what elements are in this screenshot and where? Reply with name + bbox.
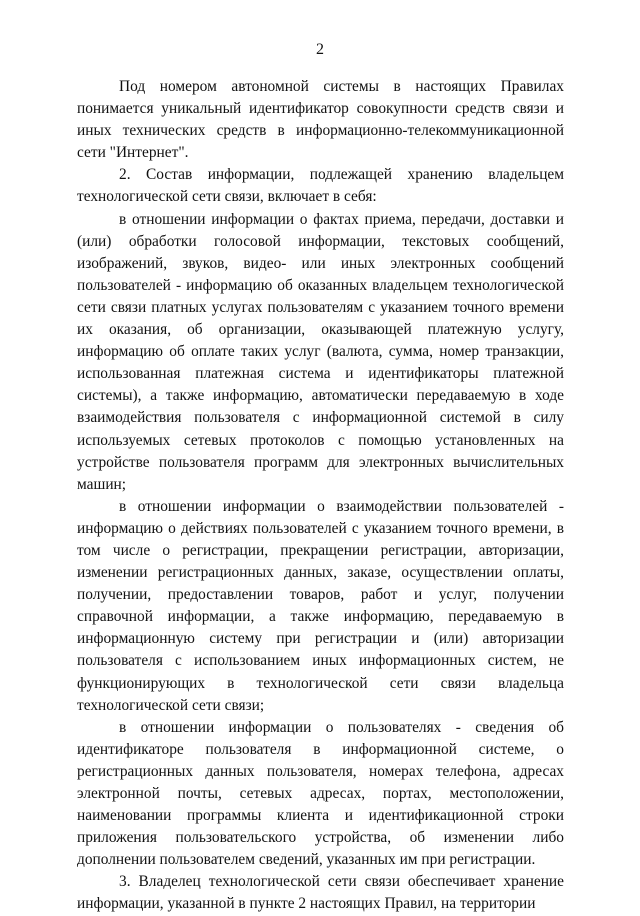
paragraph-user-interaction: в отношении информации о взаимодействии пользователей - информацию о действиях пользователей с указанием точного времени, в том числе о регистрации, прекращении регистрации, авторизации, изменении регистрационных данных, заказе, осуществлении оплаты, получении, предоставлении товаров, работ и услуг, получении справочной информации, а также информацию, передаваемую в информационную систему при регистрации и (или) авторизации пользователя с использованием иных информационных систем, не функционирующих в технологической сети связи владельца технологической сети связи; bbox=[77, 497, 564, 714]
paragraph-item-3-storage: 3. Владелец технологической сети связи обеспечивает хранение информации, указанной в пункте 2 настоящих Правил, на территории bbox=[77, 873, 564, 913]
paragraph-message-facts: в отношении информации о фактах приема, передачи, доставки и (или) обработки голосовой информации, текстовых сообщений, изображений, звуков, видео- или иных электронных сообщений пользователей - информацию об оказанных владельцем технологической сети связи платных услугах пользователям с указанием точного времени их оказания, об организации, оказывающей платежную услугу, информацию об оплате таких услуг (валюта, сумма, номер транзакции, использованная платежная система и идентификаторы платежной системы), а также информацию, автоматически передаваемую в ходе взаимодействия пользователя с информационной системой в силу используемых сетевых протоколов с помощью установленных на устройстве пользователя программ для электронных вычислительных машин; bbox=[77, 210, 564, 493]
document-body bbox=[77, 76, 564, 916]
paragraph-item-2-intro: 2. Состав информации, подлежащей хранению владельцем технологической сети связи, включает в себя: bbox=[77, 166, 564, 206]
paragraph-autonomous-system-definition: Под номером автономной системы в настоящих Правилах понимается уникальный идентификатор совокупности средств связи и иных технических средств в информационно-телекоммуникационной сети "Интернет". bbox=[77, 78, 564, 162]
paragraph-user-information: в отношении информации о пользователях - сведения об идентификаторе пользователя в информационной системе, о регистрационных данных пользователя, номерах телефона, адресах электронной почты, сетевых адресах, портах, местоположении, наименовании программы клиента и идентификационной строки приложения пользовательского устройства, об изменении либо дополнении пользователем сведений, указанных им при регистрации. bbox=[77, 718, 564, 869]
page-number: 2 bbox=[316, 41, 324, 58]
